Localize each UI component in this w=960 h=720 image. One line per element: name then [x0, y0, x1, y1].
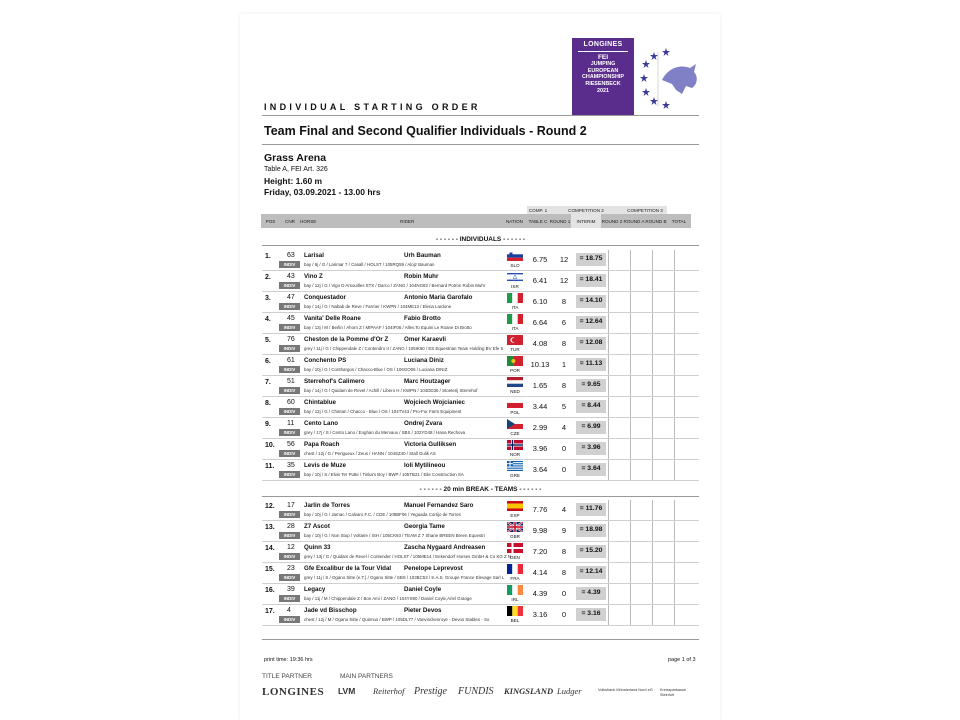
- horse-name: Jade vd Bisschop: [304, 607, 357, 614]
- horse-details: grey / 13j / G / Quidam de Revel / Contender / HOLST / 105ME14 / Eekendorf Horses GmbH & Co KG Z N: [304, 554, 512, 559]
- row-position: 13.: [265, 524, 275, 531]
- round1-faults: 5: [561, 402, 567, 411]
- nation-flag-icon: [507, 419, 523, 429]
- table-c-header: TABLE C: [527, 214, 549, 228]
- horse-details: bay / 12j / G / Chintan / Chacco - Blue / OS / 104TV43 / Pro-Fur Farm Equipment: [304, 409, 462, 414]
- horse-name: Gfe Excalibur de la Tour Vidal: [304, 565, 392, 572]
- horse-details: chest / 12j / M / Ogano Sitte / Quinnus / BWP / 105DL77 / Vanvinckenroye - Devos Stables - So: [304, 617, 490, 622]
- horse-name: Cento Lano: [304, 420, 339, 427]
- comp1-result: 3.44: [532, 402, 548, 411]
- total-header: TOTAL: [667, 214, 691, 228]
- empty-result-cells: [608, 521, 699, 541]
- nation-flag-icon: [507, 501, 523, 511]
- rider-name: Zascha Nygaard Andreasen: [404, 544, 486, 551]
- horse-name: Chintablue: [304, 399, 336, 406]
- nation-flag-icon: [507, 314, 523, 324]
- row-position: 16.: [265, 587, 275, 594]
- comp1-result: 4.08: [532, 339, 548, 348]
- round1-faults: 8: [561, 297, 567, 306]
- nation-code: ESP: [510, 513, 520, 518]
- row-cnr: 76: [287, 336, 295, 343]
- cnr-header: CNR: [280, 214, 300, 228]
- round1-faults: 12: [559, 255, 569, 264]
- nation-flag-icon: [507, 585, 523, 595]
- comp1-result: 7.76: [532, 505, 548, 514]
- starting-order-row: [262, 460, 699, 481]
- starting-order-row: [262, 334, 699, 355]
- nation-code: ISR: [511, 284, 519, 289]
- comp1-result: 7.20: [532, 547, 548, 556]
- sponsor-prestige: Prestige: [414, 686, 447, 697]
- rider-name: Urh Bauman: [404, 252, 441, 259]
- row-cnr: 23: [287, 565, 295, 572]
- competition-date: Friday, 03.09.2021 - 13.00 hrs: [264, 187, 381, 197]
- comp2-header: COMPETITION 2: [549, 206, 623, 214]
- round1-faults: 0: [561, 444, 567, 453]
- indiv-badge: INDIV: [279, 408, 300, 415]
- nation-flag-icon: [507, 564, 523, 574]
- starting-order-row: [262, 313, 699, 334]
- sponsor-longines: LONGINES: [262, 686, 325, 698]
- comp3-header: COMPETITION 3: [623, 206, 667, 214]
- comp1-result: 3.16: [532, 610, 548, 619]
- row-position: 17.: [265, 608, 275, 615]
- empty-result-cells: [608, 250, 699, 270]
- comp1-result: 1.65: [532, 381, 548, 390]
- horse-details: chest / 12j / G / Perigueux / Zeus / HANN / 104SZ40 / Stall Gulik AS: [304, 451, 436, 456]
- indiv-badge: INDIV: [279, 366, 300, 373]
- logo-fei-text: FEI: [597, 53, 609, 61]
- horse-name: Vanita' Delle Roane: [304, 315, 361, 322]
- interim-score: = 4.39: [581, 589, 601, 596]
- horse-details: bay / 10j / G / Non Stop / Voltaire / ISH / 105CK93 / TEAM Z 7 Shane BREEN Breen Equestri: [304, 533, 485, 538]
- comp1-header: COMP. 1: [528, 207, 548, 213]
- rider-name: Penelope Leprevost: [404, 565, 463, 572]
- print-time: print time: 19:36 hrs: [264, 657, 313, 663]
- fence-height: Height: 1.60 m: [264, 176, 323, 186]
- sponsor-reiterhof: Reiterhof: [373, 686, 405, 696]
- indiv-badge: INDIV: [279, 429, 300, 436]
- empty-result-cells: [608, 397, 699, 417]
- comp1-result: 3.96: [532, 444, 548, 453]
- horse-header: HORSE: [300, 214, 400, 228]
- horse-name: Quinn 33: [304, 544, 331, 551]
- nation-code: POL: [510, 410, 520, 415]
- round1-faults: 1: [561, 360, 567, 369]
- empty-result-cells: [608, 313, 699, 333]
- row-cnr: 43: [287, 273, 295, 280]
- nation-flag-icon: [507, 356, 523, 366]
- table-rule: Table A, FEI Art. 326: [264, 166, 328, 173]
- starting-order-row: [262, 605, 699, 626]
- horse-details: bay / 10j / G / Conthargos / Chacco-Blue / OS / 106GO06 / Luciana DINIZ: [304, 367, 448, 372]
- interim-score: = 15.20: [579, 547, 603, 554]
- interim-score: = 18.75: [579, 255, 603, 262]
- column-header: [261, 206, 691, 228]
- nation-flag-icon: [507, 606, 523, 616]
- starting-order-row: [262, 376, 699, 397]
- empty-result-cells: [608, 563, 699, 583]
- interim-score: = 12.08: [579, 339, 603, 346]
- starting-order-row: [262, 271, 699, 292]
- horse-name: Cheston de la Pomme d'Or Z: [304, 336, 389, 343]
- nation-code: NOR: [509, 452, 521, 457]
- round1-faults: 12: [559, 276, 569, 285]
- title-partner-label: TITLE PARTNER: [262, 673, 312, 680]
- nation-code: SLO: [510, 263, 520, 268]
- rider-name: Victoria Gulliksen: [404, 441, 457, 448]
- divider: [262, 245, 699, 246]
- starting-order-row: [262, 250, 699, 271]
- interim-header: INTERIM: [571, 214, 601, 228]
- rider-name: Daniel Coyle: [404, 586, 442, 593]
- interim-score: = 8.44: [581, 402, 601, 409]
- round1-faults: 8: [561, 339, 567, 348]
- horse-name: Larisal: [304, 252, 324, 259]
- rider-header: RIDER: [400, 214, 502, 228]
- sponsor-kreissparkasse: Kreissparkasse Steinfurt: [660, 688, 686, 697]
- logo-longines-text: LONGINES: [578, 42, 628, 52]
- indiv-badge: INDIV: [279, 261, 300, 268]
- starting-order-row: [262, 542, 699, 563]
- nation-code: FRA: [510, 576, 520, 581]
- sponsor-kingsland: KINGSLAND: [504, 686, 554, 696]
- logo-box: [572, 38, 634, 116]
- comp1-result: 4.39: [532, 589, 548, 598]
- interim-score: = 12.14: [579, 568, 603, 575]
- row-position: 10.: [265, 442, 275, 449]
- logo-line3: JUMPING: [590, 61, 616, 68]
- horse-details: grey / 11j / S / Ogano Sitte (e.T.) / Ogano Sitte / SBS / 103BC53 / S.A.S. Groupe France Elevage Sarl L: [304, 575, 505, 580]
- row-position: 7.: [265, 379, 271, 386]
- round1-faults: 8: [561, 547, 567, 556]
- interim-score: = 11.76: [579, 505, 603, 512]
- horse-details: bay / 12j / G / Vigo D Arsouilles STX / Darco / ZANG / 104NG82 / Bernard Potron Robin Muhr: [304, 283, 486, 288]
- starting-order-row: [262, 521, 699, 542]
- logo-line6: RIESENBECK: [585, 80, 621, 87]
- empty-result-cells: [608, 355, 699, 375]
- logo-line7: 2021: [597, 87, 609, 94]
- competition-title: Team Final and Second Qualifier Individuals - Round 2: [264, 124, 587, 138]
- row-position: 9.: [265, 421, 271, 428]
- comp1-result: 6.64: [532, 318, 548, 327]
- horse-name: Sterrehof's Calimero: [304, 378, 365, 385]
- nation-flag-icon: [507, 522, 523, 532]
- nation-flag-icon: [507, 440, 523, 450]
- round1-faults: 0: [561, 465, 567, 474]
- interim-score: = 11.13: [579, 360, 603, 367]
- nation-code: GRE: [510, 473, 520, 478]
- empty-result-cells: [608, 460, 699, 480]
- nation-code: CZE: [510, 431, 520, 436]
- nation-code: BEL: [510, 618, 520, 623]
- comp1-result: 4.14: [532, 568, 548, 577]
- row-cnr: 51: [287, 378, 295, 385]
- row-divider: [262, 625, 699, 626]
- starting-order-row: [262, 500, 699, 521]
- divider: [262, 115, 699, 116]
- comp1-result: 10.13: [530, 360, 550, 369]
- sponsor-lvm: LVM: [338, 686, 356, 696]
- round-b-header: ROUND B: [645, 214, 667, 228]
- nation-flag-icon: [507, 272, 523, 282]
- row-cnr: 39: [287, 586, 295, 593]
- row-position: 11.: [265, 463, 275, 470]
- starting-order-row: [262, 563, 699, 584]
- horse-name: Legacy: [304, 586, 326, 593]
- nation-flag-icon: [507, 251, 523, 261]
- rider-name: Fabio Brotto: [404, 315, 441, 322]
- comp1-result: 6.41: [532, 276, 548, 285]
- indiv-badge: INDIV: [279, 616, 300, 623]
- horse-details: bay / 14j / G / Quidam de Revel / Achill / Libero H / KWPN / 104DD35 / Stoeterij Sterrehof: [304, 388, 478, 393]
- horse-name: Conquestador: [304, 294, 346, 301]
- empty-result-cells: [608, 500, 699, 520]
- nation-code: GBR: [510, 534, 520, 539]
- nation-flag-icon: [507, 377, 523, 387]
- rider-name: Omer Karaevli: [404, 336, 446, 343]
- eu-stars-horse-icon: [640, 46, 704, 112]
- comp1-result: 9.98: [532, 526, 548, 535]
- interim-score: = 3.64: [581, 465, 601, 472]
- logo-line4: EUROPEAN: [587, 67, 619, 74]
- row-cnr: 28: [287, 523, 295, 530]
- row-cnr: 12: [287, 544, 295, 551]
- section-break-teams: - - - - - - 20 min BREAK - TEAMS - - - - - -: [419, 486, 542, 493]
- row-cnr: 4: [287, 607, 291, 614]
- rider-name: Georgia Tame: [404, 523, 445, 530]
- rider-name: Wojciech Wojcianiec: [404, 399, 465, 406]
- nation-code: NED: [510, 389, 520, 394]
- interim-score: = 14.10: [579, 297, 603, 304]
- row-position: 14.: [265, 545, 275, 552]
- starting-order-row: [262, 397, 699, 418]
- round1-faults: 8: [561, 381, 567, 390]
- row-position: 8.: [265, 400, 271, 407]
- rider-name: Manuel Fernandez Saro: [404, 502, 474, 509]
- indiv-badge: INDIV: [279, 574, 300, 581]
- nation-code: TUR: [510, 347, 520, 352]
- starting-order-row: [262, 584, 699, 605]
- comp1-result: 2.99: [532, 423, 548, 432]
- row-position: 1.: [265, 253, 271, 260]
- rider-name: Antonio Maria Garofalo: [404, 294, 473, 301]
- logo-line5: CHAMPIONSHIP: [582, 74, 624, 81]
- section-individuals: - - - - - - INDIVIDUALS - - - - - -: [435, 236, 526, 243]
- sponsor-fundis: FUNDIS: [458, 686, 494, 697]
- round1-faults: 0: [561, 589, 567, 598]
- divider: [262, 144, 699, 145]
- nation-header: NATION: [502, 214, 527, 228]
- empty-result-cells: [608, 292, 699, 312]
- indiv-badge: INDIV: [279, 471, 300, 478]
- horse-name: Conchento PS: [304, 357, 347, 364]
- indiv-badge: INDIV: [279, 387, 300, 394]
- nation-flag-icon: [507, 293, 523, 303]
- interim-score: = 3.16: [581, 610, 601, 617]
- row-position: 6.: [265, 358, 271, 365]
- nation-code: IRL: [511, 597, 519, 602]
- indiv-badge: INDIV: [279, 532, 300, 539]
- nation-flag-icon: [507, 335, 523, 345]
- interim-score: = 12.64: [579, 318, 603, 325]
- nation-code: DEN: [510, 555, 520, 560]
- starting-order-heading: INDIVIDUAL STARTING ORDER: [264, 102, 481, 112]
- horse-details: grey / 11j / G / Chippendale Z / Contendro II / ZANG / 105IK60 / ES Equestrian Team Holding BV Efe S: [304, 346, 504, 351]
- interim-score: = 9.65: [581, 381, 601, 388]
- row-cnr: 60: [287, 399, 295, 406]
- row-position: 2.: [265, 274, 271, 281]
- interim-score: = 18.98: [579, 526, 603, 533]
- indiv-badge: INDIV: [279, 345, 300, 352]
- row-cnr: 11: [287, 420, 295, 427]
- row-position: 15.: [265, 566, 275, 573]
- row-cnr: 45: [287, 315, 295, 322]
- round1-header: ROUND 1: [549, 214, 571, 228]
- divider: [262, 639, 699, 640]
- horse-name: Papa Roach: [304, 441, 340, 448]
- indiv-badge: INDIV: [279, 324, 300, 331]
- empty-result-cells: [608, 439, 699, 459]
- horse-details: bay / 10j / S / Elvis Ter Putte / Tinka's Boy / BWP / 105TB21 / Elie Construction SA: [304, 472, 464, 477]
- round1-faults: 8: [561, 568, 567, 577]
- round1-faults: 0: [561, 610, 567, 619]
- round1-faults: 9: [561, 526, 567, 535]
- row-position: 5.: [265, 337, 271, 344]
- horse-name: Z7 Ascot: [304, 523, 330, 530]
- empty-result-cells: [608, 376, 699, 396]
- interim-score: = 6.99: [581, 423, 601, 430]
- round2-header: ROUND 2: [601, 214, 623, 228]
- horse-name: Levis de Muze: [304, 462, 346, 469]
- indiv-badge: INDIV: [279, 511, 300, 518]
- row-cnr: 61: [287, 357, 295, 364]
- championship-logo: [572, 38, 712, 116]
- round-a-header: ROUND A: [623, 214, 645, 228]
- interim-score: = 18.41: [579, 276, 603, 283]
- main-partners-label: MAIN PARTNERS: [340, 673, 393, 680]
- nation-code: ITA: [511, 326, 519, 331]
- empty-result-cells: [608, 418, 699, 438]
- horse-details: grey / 17j / S / Cento Lano / Eoghan du Mervaux / SBS / 102YD48 / Hana Rechova: [304, 430, 466, 435]
- indiv-badge: INDIV: [279, 450, 300, 457]
- divider: [262, 496, 699, 497]
- round1-faults: 4: [561, 423, 567, 432]
- nation-code: POR: [510, 368, 520, 373]
- row-position: 12.: [265, 503, 275, 510]
- rider-name: Luciana Diniz: [404, 357, 444, 364]
- horse-details: bay / 11j / M / Chippendale Z / Bon Ami / ZANG / 104YS90 / Daniel Coyle,Ariel Grange: [304, 596, 472, 601]
- rider-name: Ondrej Zvara: [404, 420, 443, 427]
- horse-details: bay / 14j / G / Nabab de Reve / Farmer / KWPN / 104ME13 / Elena Lardone: [304, 304, 452, 309]
- starting-order-row: [262, 355, 699, 376]
- sponsor-volksbank: Volksbank Münsterland Nord eG: [598, 688, 653, 692]
- interim-score: = 3.96: [581, 444, 601, 451]
- indiv-badge: INDIV: [279, 553, 300, 560]
- row-cnr: 35: [287, 462, 295, 469]
- horse-details: bay / 10j / G / Jarnac / Calvaro F.C. / CDE / 105BF06 / Yeguada Cortijo de Torres: [304, 512, 461, 517]
- row-cnr: 17: [287, 502, 295, 509]
- horse-details: bay / 9j / G / Larimar 7 / Casall / HOLST / 105RQ59 / Alojz Bauman: [304, 262, 435, 267]
- sponsor-ludger: Ludger: [557, 686, 582, 696]
- row-position: 3.: [265, 295, 271, 302]
- empty-result-cells: [608, 542, 699, 562]
- nation-flag-icon: [507, 461, 523, 471]
- nation-flag-icon: [507, 398, 523, 408]
- document-page: [240, 14, 720, 720]
- rider-name: Marc Houtzager: [404, 378, 451, 385]
- round1-faults: 6: [561, 318, 567, 327]
- rider-name: Robin Muhr: [404, 273, 439, 280]
- pos-header: POS: [261, 214, 280, 228]
- rider-name: Pieter Devos: [404, 607, 442, 614]
- row-cnr: 47: [287, 294, 295, 301]
- row-divider: [262, 480, 699, 481]
- horse-details: bay / 13j / M / Berlin / Ahorn Z / MIPAAF / 104IF06 / Allev.To Equini Le Roane Di Brotto: [304, 325, 472, 330]
- rider-name: Ioli Mytilineou: [404, 462, 446, 469]
- comp1-result: 6.75: [532, 255, 548, 264]
- row-cnr: 63: [287, 252, 295, 259]
- starting-order-row: [262, 418, 699, 439]
- indiv-badge: INDIV: [279, 303, 300, 310]
- comp1-result: 3.64: [532, 465, 548, 474]
- empty-result-cells: [608, 584, 699, 604]
- comp1-result: 6.10: [532, 297, 548, 306]
- horse-name: Vino Z: [304, 273, 323, 280]
- arena-name: Grass Arena: [264, 152, 327, 164]
- horse-name: Jarlin de Torres: [304, 502, 350, 509]
- empty-result-cells: [608, 605, 699, 625]
- indiv-badge: INDIV: [279, 282, 300, 289]
- empty-result-cells: [608, 334, 699, 354]
- round1-faults: 4: [561, 505, 567, 514]
- starting-order-row: [262, 292, 699, 313]
- row-position: 4.: [265, 316, 271, 323]
- indiv-badge: INDIV: [279, 595, 300, 602]
- nation-flag-icon: [507, 543, 523, 553]
- empty-result-cells: [608, 271, 699, 291]
- page-number: page 1 of 3: [668, 657, 696, 663]
- row-cnr: 56: [287, 441, 295, 448]
- starting-order-row: [262, 439, 699, 460]
- nation-code: ITA: [511, 305, 519, 310]
